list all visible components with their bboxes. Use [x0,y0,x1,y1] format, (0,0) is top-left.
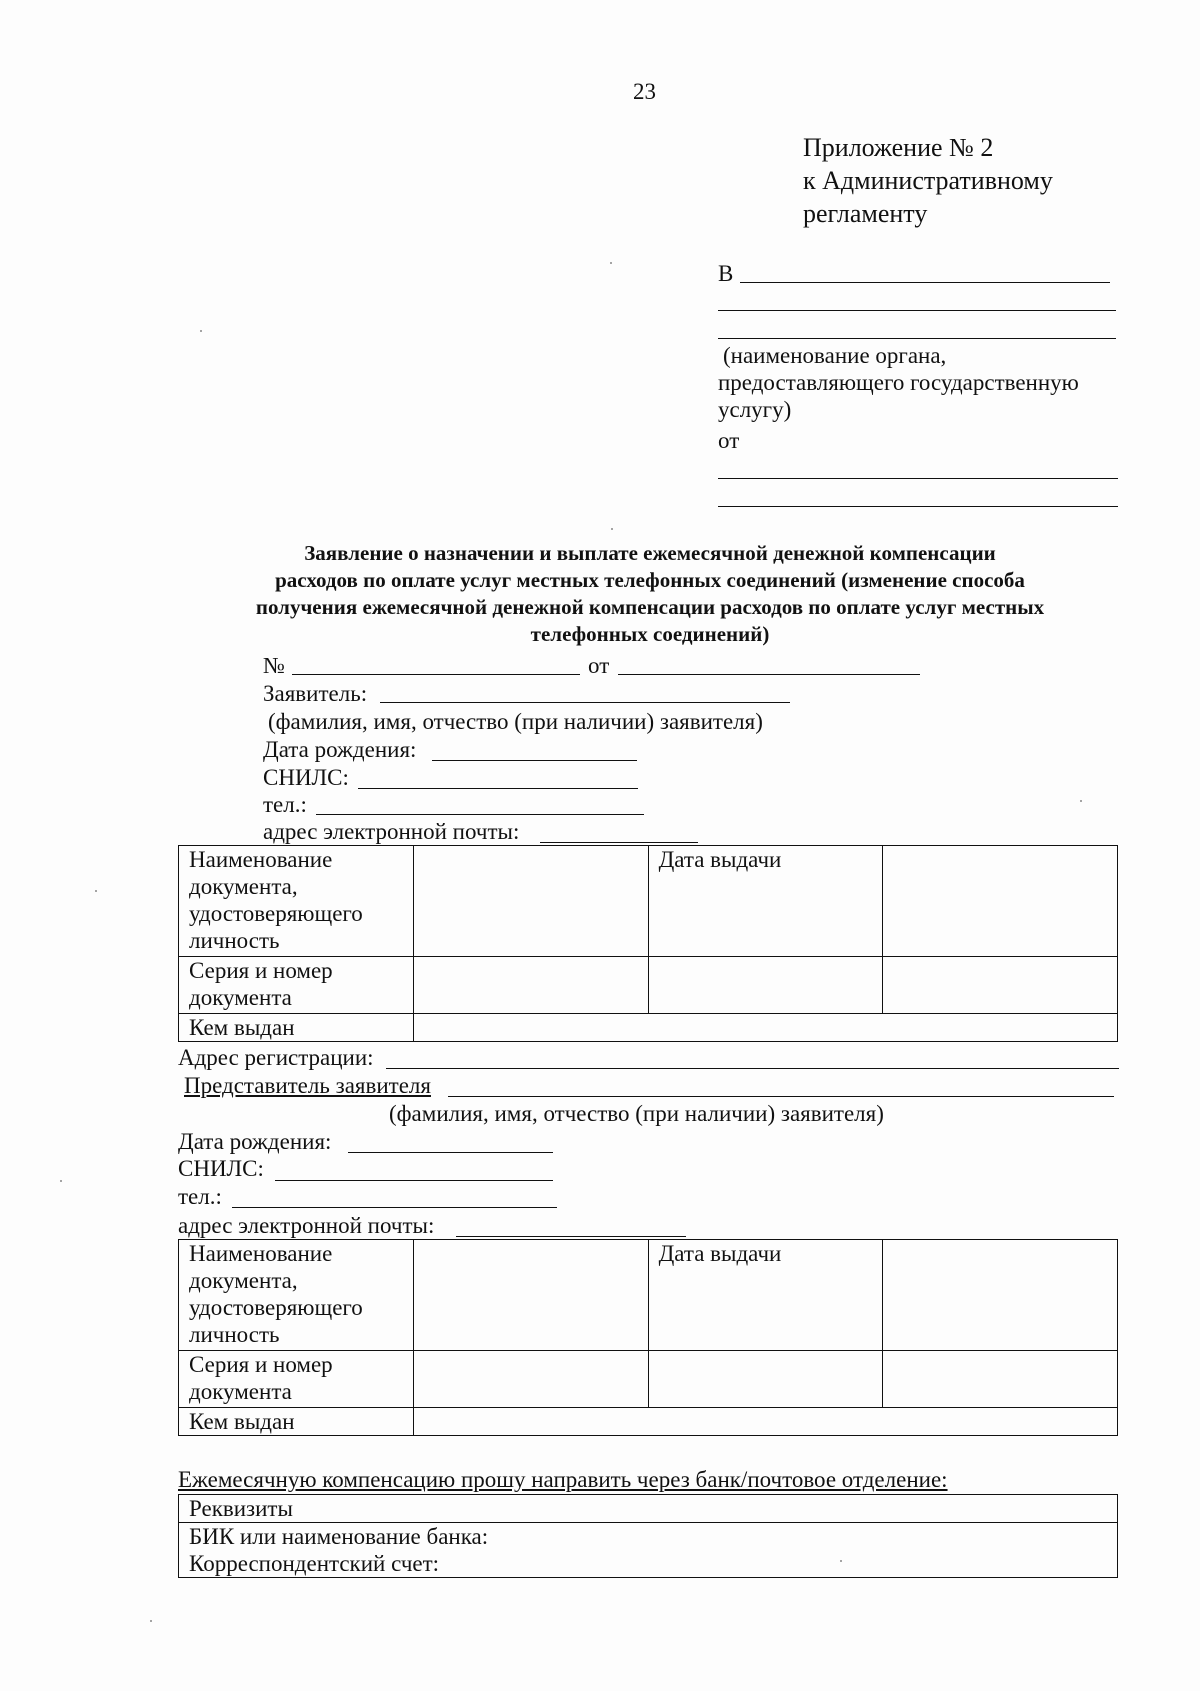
addressee-note-3: услугу) [718,397,792,422]
id-issue-date-label: Дата выдачи [648,846,883,957]
from-line-2[interactable] [718,506,1118,507]
rep-issue-date-value[interactable] [883,1240,1118,1351]
representative-id-table [178,1239,1118,1436]
scan-speck [95,890,97,892]
appendix-line-3: регламенту [803,199,928,228]
id-doc-name-label: Наименование документа, удостоверяющего личность [179,846,414,957]
applicant-name-field[interactable] [380,702,790,703]
scan-speck [840,1560,842,1562]
applicant-snils-field[interactable] [358,788,638,789]
scan-speck [1080,800,1082,802]
addressee-from-label: от [718,428,740,453]
rep-series-extra-2[interactable] [883,1351,1118,1408]
id-series-extra-2[interactable] [883,957,1118,1014]
appendix-header [803,131,1053,230]
id-series-extra-1[interactable] [648,957,883,1014]
id-issue-date-value[interactable] [883,846,1118,957]
scan-speck [60,1180,62,1182]
payment-corr-account-label: Корреспондентский счет: [189,1551,440,1576]
id-issued-by-value[interactable] [413,1014,1117,1042]
representative-snils-field[interactable] [275,1180,553,1181]
representative-name-field[interactable] [448,1096,1114,1097]
representative-birth-field[interactable] [348,1152,553,1153]
addressee-line-2[interactable] [718,310,1116,311]
registration-label: Адрес регистрации: [178,1045,374,1070]
addressee-line-3[interactable] [718,338,1116,339]
payment-request-text: Ежемесячную компенсацию прошу направить через банк/почтовое отделение: [178,1467,948,1492]
payment-requisites-label: Реквизиты [179,1495,1118,1523]
title-line-1: Заявление о назначении и выплате ежемесячной денежной компенсации [304,541,996,565]
applicant-phone-field[interactable] [316,814,644,815]
rep-series-label: Серия и номер документа [179,1351,414,1408]
addressee-note-1: (наименование органа, [723,343,947,368]
applicant-email-field[interactable] [540,842,698,843]
rep-doc-name-value[interactable] [413,1240,648,1351]
title-line-2: расходов по оплате услуг местных телефонных соединений (изменение способа [275,568,1025,592]
addressee-to-prefix: В [718,261,734,286]
payment-details-cell[interactable] [179,1523,1118,1578]
id-doc-name-value[interactable] [413,846,648,957]
id-series-label: Серия и номер документа [179,957,414,1014]
applicant-phone-label: тел.: [263,792,307,817]
applicant-birth-label: Дата рождения: [263,737,417,762]
scan-speck [610,262,612,264]
rep-issued-by-label: Кем выдан [179,1408,414,1436]
number-date-label: от [588,653,610,678]
rep-issue-date-label: Дата выдачи [648,1240,883,1351]
scan-speck [200,330,202,332]
representative-phone-field[interactable] [232,1207,557,1208]
rep-doc-name-label: Наименование документа, удостоверяющего личность [179,1240,414,1351]
applicant-label: Заявитель: [263,681,368,706]
representative-email-field[interactable] [456,1236,686,1237]
applicant-birth-field[interactable] [432,760,637,761]
from-line-1[interactable] [718,478,1118,479]
payment-table [178,1494,1118,1578]
addressee-note-2: предоставляющего государственную [718,370,1079,395]
applicant-name-hint: (фамилия, имя, отчество (при наличии) заявителя) [268,709,763,734]
rep-series-value[interactable] [413,1351,648,1408]
representative-name-hint: (фамилия, имя, отчество (при наличии) заявителя) [389,1101,884,1126]
title-line-4: телефонных соединений) [530,622,770,646]
title-line-3: получения ежемесячной денежной компенсации расходов по оплате услуг местных [255,595,1045,619]
representative-email-label: адрес электронной почты: [178,1213,435,1238]
number-field[interactable] [292,674,580,675]
number-date-field[interactable] [618,674,920,675]
scan-speck [150,1620,152,1622]
rep-series-extra-1[interactable] [648,1351,883,1408]
applicant-snils-label: СНИЛС: [263,765,349,790]
appendix-line-2: к Административному [803,166,1053,195]
applicant-id-table [178,845,1118,1042]
representative-birth-label: Дата рождения: [178,1129,332,1154]
appendix-line-1: Приложение № 2 [803,133,994,162]
representative-label: Представитель заявителя [184,1073,431,1098]
document-title [180,540,1120,648]
page-number: 23 [633,79,656,104]
registration-field[interactable] [386,1068,1119,1069]
representative-snils-label: СНИЛС: [178,1156,264,1181]
id-series-value[interactable] [413,957,648,1014]
number-label: № [263,653,285,678]
id-issued-by-label: Кем выдан [179,1014,414,1042]
addressee-line-1[interactable] [740,282,1110,283]
rep-issued-by-value[interactable] [413,1408,1117,1436]
scan-speck [611,528,613,530]
payment-bank-label: БИК или наименование банка: [189,1524,489,1549]
representative-phone-label: тел.: [178,1184,222,1209]
applicant-email-label: адрес электронной почты: [263,819,520,844]
